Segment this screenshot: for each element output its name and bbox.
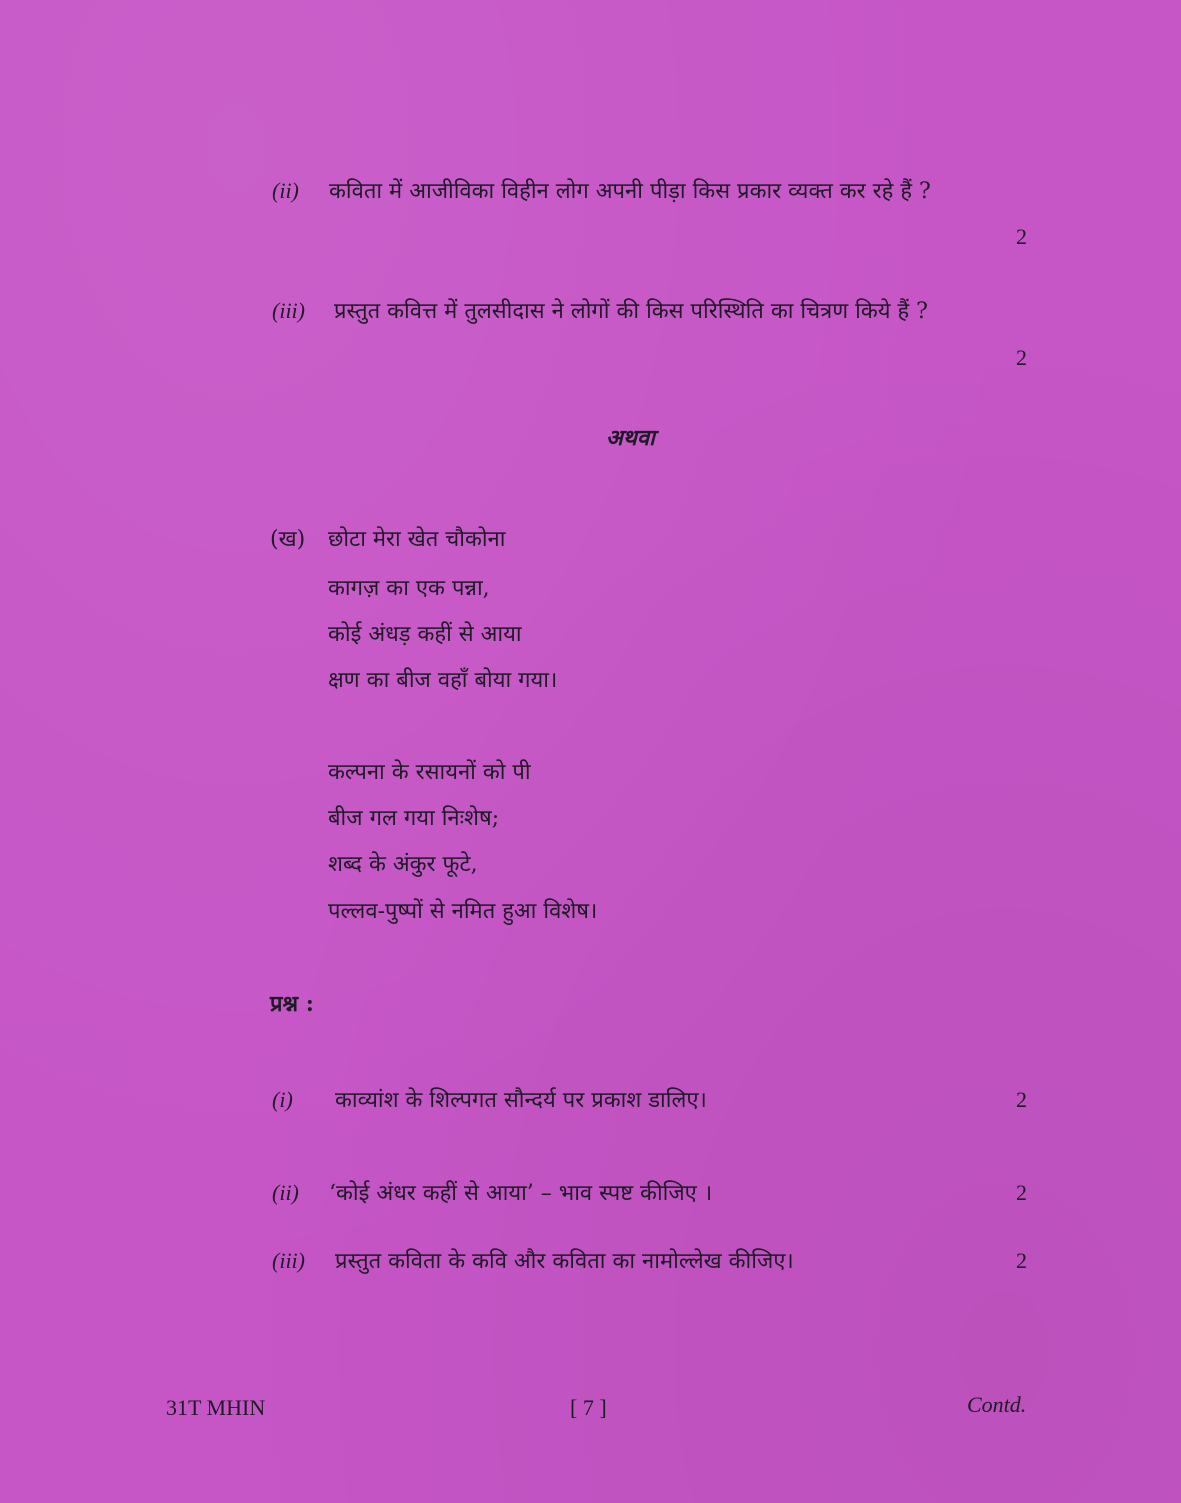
question-text: प्रस्तुत कवित्त में तुलसीदास ने लोगों की किस परिस्थिति का चित्रण किये हैं ? <box>334 299 928 324</box>
question-marks: 2 <box>1016 1248 1027 1273</box>
question-marks: 2 <box>1016 1180 1027 1205</box>
poem-line: कागज़ का एक पन्ना, <box>328 576 490 601</box>
poem-line: छोटा मेरा खेत चौकोना <box>328 527 506 552</box>
poem-line: शब्द के अंकुर फूटे, <box>328 852 478 877</box>
question-number: (i) <box>272 1087 293 1112</box>
question-marks: 2 <box>1016 224 1027 249</box>
poem-label: (ख) <box>270 527 306 552</box>
question-text: कविता में आजीविका विहीन लोग अपनी पीड़ा किस प्रकार व्यक्त कर रहे हैं ? <box>329 179 931 204</box>
or-heading: अथवा <box>606 425 655 451</box>
poem-line: पल्लव-पुष्पों से नमित हुआ विशेष। <box>328 899 598 924</box>
poem-line: क्षण का बीज वहाँ बोया गया। <box>328 668 558 693</box>
paper-code: 31T MHIN <box>166 1395 266 1420</box>
question-i <box>272 1085 707 1116</box>
question-text: काव्यांश के शिल्पगत सौन्दर्य पर प्रकाश डालिए। <box>335 1088 707 1113</box>
question-text: ‘कोई अंधर कहीं से आया’ – भाव स्पष्ट कीजिए । <box>329 1181 713 1206</box>
poem-line: कोई अंधड़ कहीं से आया <box>328 622 522 647</box>
question-marks: 2 <box>1016 345 1027 370</box>
question-iii-bottom <box>272 1246 794 1277</box>
question-number: (iii) <box>272 1248 305 1273</box>
question-text: प्रस्तुत कविता के कवि और कविता का नामोल्लेख कीजिए। <box>335 1249 794 1274</box>
question-ii-top <box>272 176 931 207</box>
poem-line: कल्पना के रसायनों को पी <box>328 760 531 785</box>
continued-label: Contd. <box>967 1392 1027 1417</box>
question-iii-top <box>272 296 928 327</box>
question-number: (ii) <box>272 1180 299 1205</box>
question-marks: 2 <box>1016 1087 1027 1112</box>
questions-heading: प्रश्न : <box>270 991 314 1017</box>
question-number: (ii) <box>272 178 299 203</box>
question-number: (iii) <box>272 298 305 323</box>
question-ii-bottom <box>272 1178 712 1209</box>
page-number: [ 7 ] <box>570 1395 607 1420</box>
poem-line: बीज गल गया निःशेष; <box>328 806 500 831</box>
